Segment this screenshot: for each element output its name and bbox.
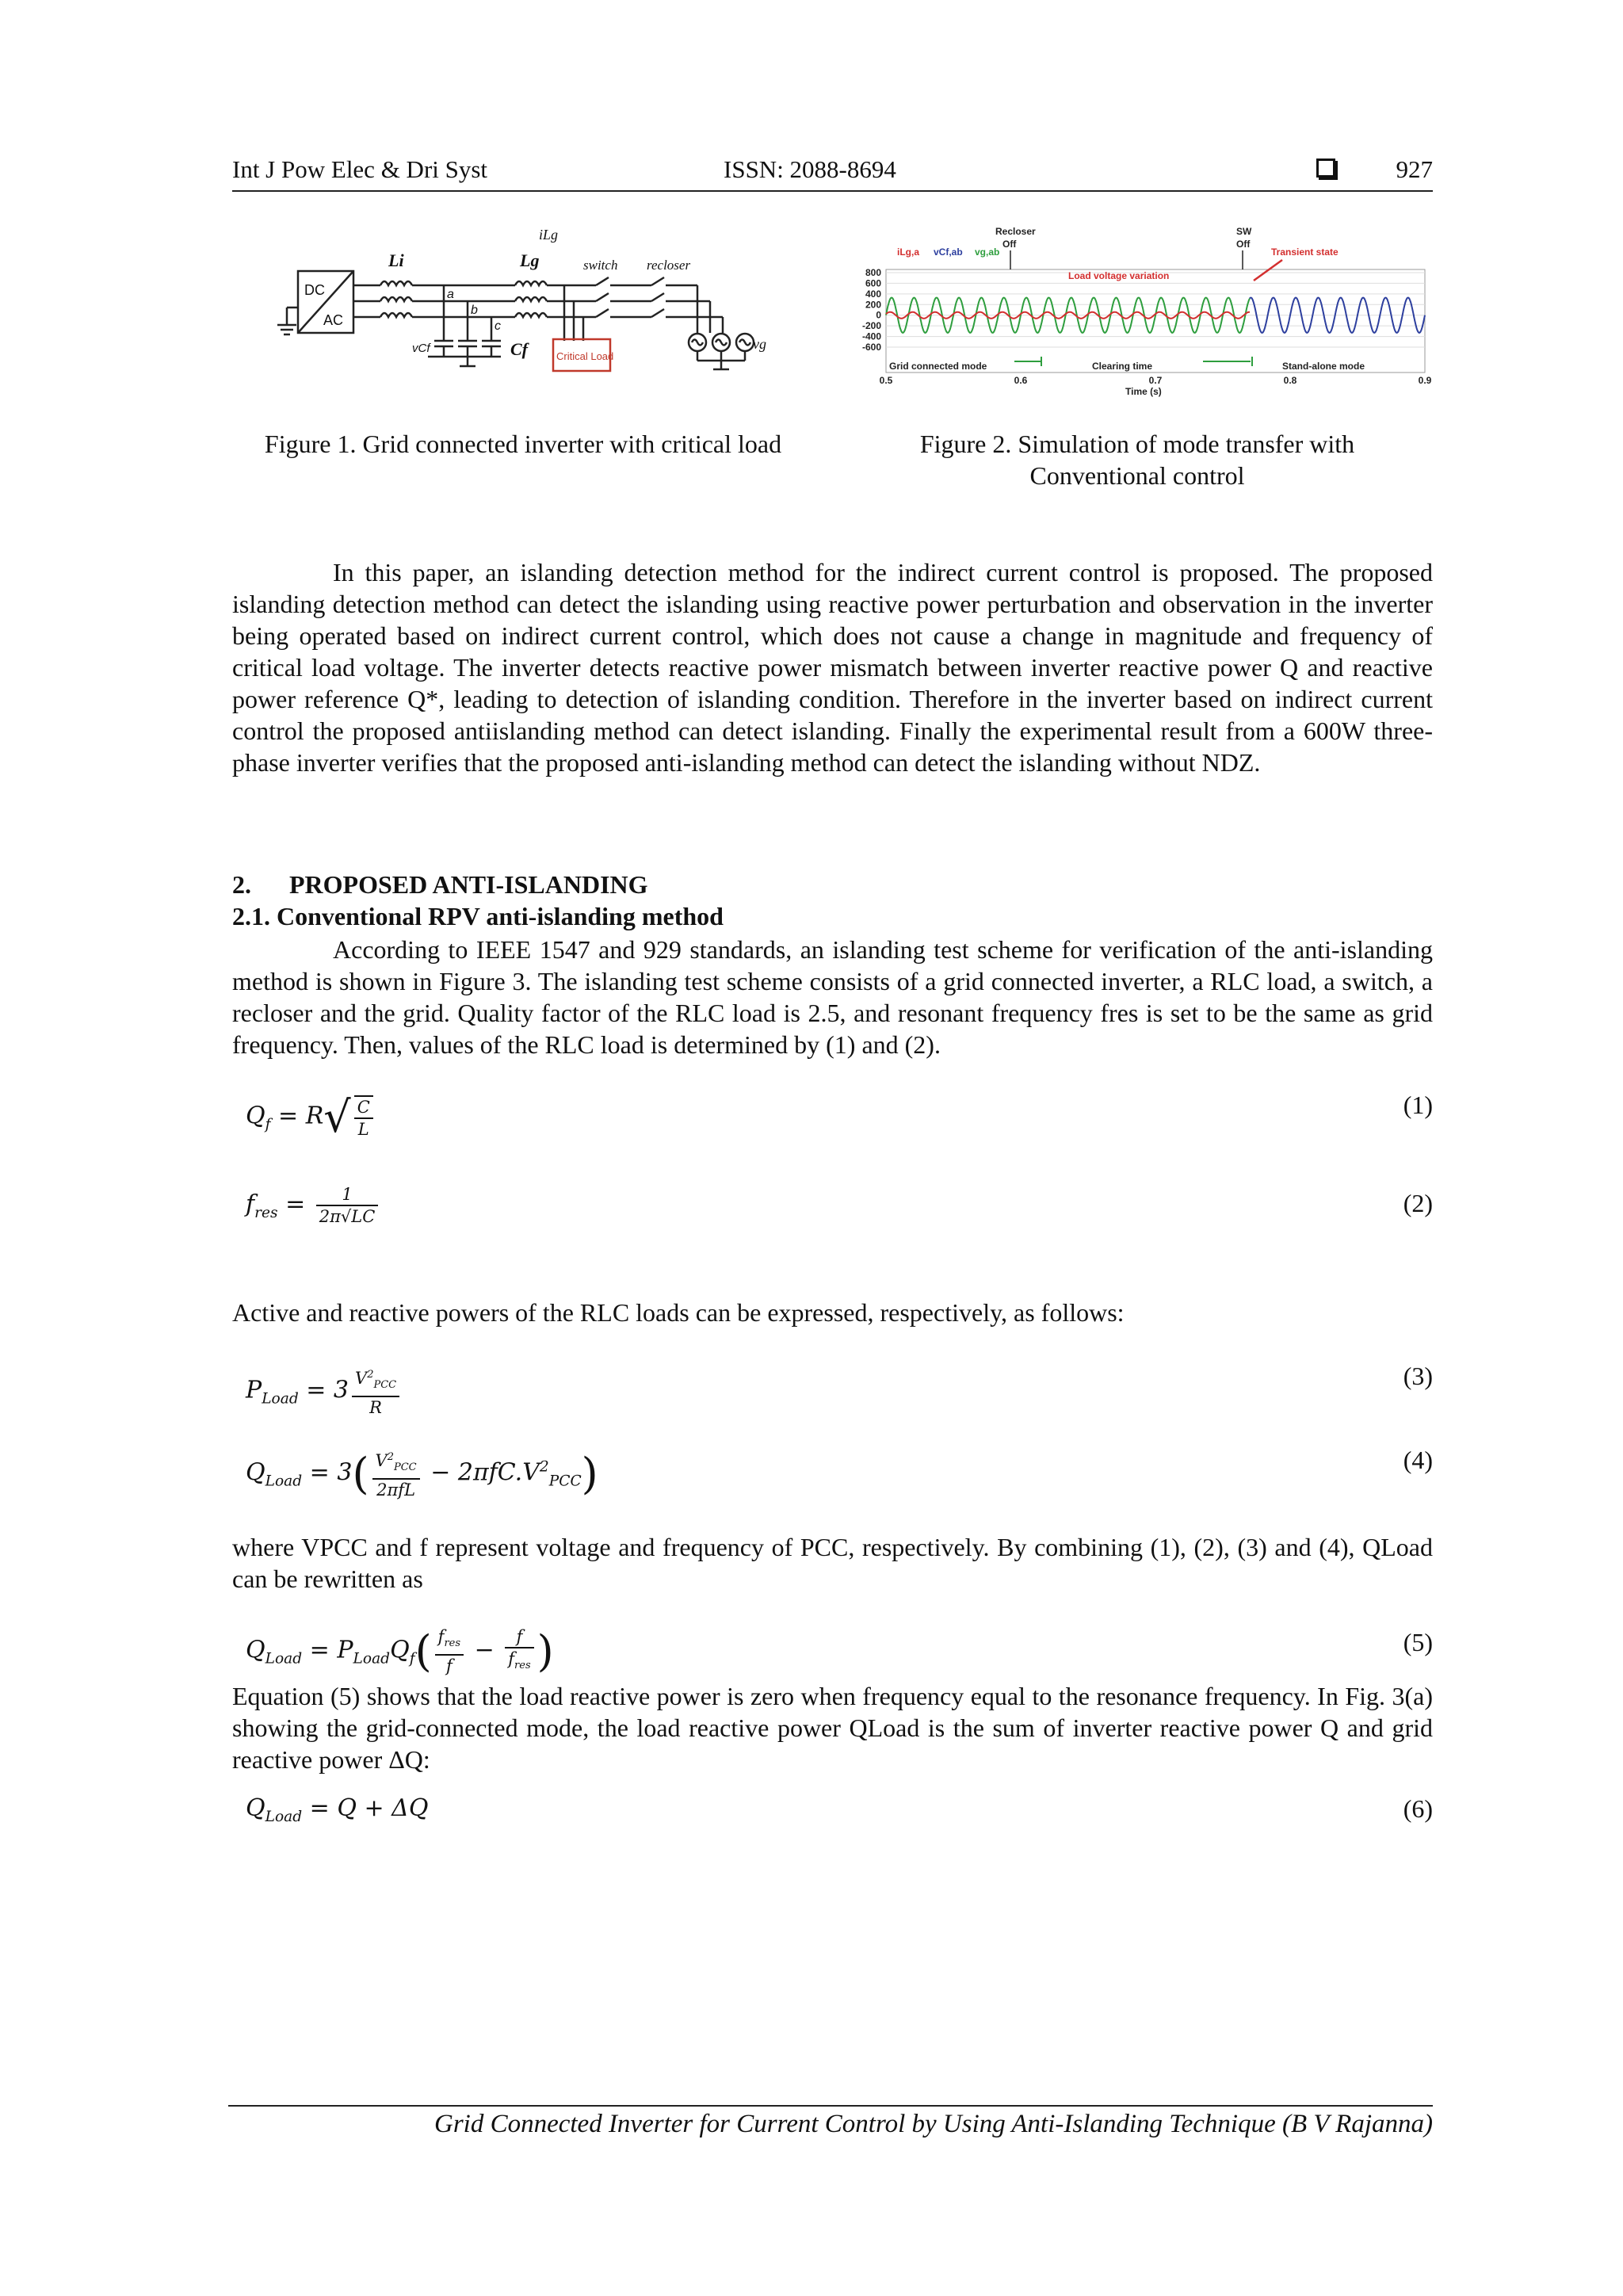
x-tick-label: 0.7 (1148, 375, 1163, 386)
square-icon (1316, 159, 1335, 178)
equation-1: $Q_f = R√$ $\frac{C}{L}$ (246, 1092, 376, 1142)
legend-vg: vg,ab (975, 246, 1000, 258)
legend-vcf: vCf,ab (934, 246, 963, 258)
sw-off-annotation: Off (1236, 239, 1251, 250)
y-tick-label: -200 (861, 320, 881, 332)
recloser-annotation: Recloser (995, 226, 1036, 237)
equation-6: $Q_{Load} = Q + \Delta Q$ (246, 1794, 429, 1825)
subsection-heading: 2.1. Conventional RPV anti-islanding method (232, 902, 724, 930)
y-tick-label: 800 (865, 267, 881, 278)
x-tick-label: 0.9 (1418, 375, 1432, 386)
equation-2-number: (2) (1403, 1189, 1433, 1217)
journal-name: Int J Pow Elec & Dri Syst (232, 155, 488, 183)
equation-3: $P_{Load} = 3$ $\frac{V^2_{PCC}}{R}$ (246, 1365, 403, 1418)
equation-3-number: (3) (1403, 1362, 1433, 1390)
section-heading-text: 2. PROPOSED ANTI-ISLANDING (232, 870, 648, 899)
sw-annotation: SW (1236, 226, 1252, 237)
x-axis-label: Time (s) (1125, 386, 1162, 397)
node-b-label: b (471, 304, 478, 317)
page-footer: Grid Connected Inverter for Current Control by Using Anti-Islanding Technique (B V Rajanna) (433, 2110, 1433, 2138)
x-tick-label: 0.8 (1283, 375, 1297, 386)
cf-label: Cf (510, 339, 528, 359)
li-label: Li (388, 250, 404, 270)
equation-1-number: (1) (1403, 1091, 1433, 1119)
y-tick-label: 0 (876, 309, 881, 321)
recloser-off-annotation: Off (1002, 239, 1017, 250)
variation-annotation: Load voltage variation (1068, 270, 1170, 281)
transient-annotation: Transient state (1271, 246, 1338, 258)
switch-label: switch (583, 258, 618, 273)
footer-divider (228, 2105, 1433, 2107)
lg-label: Lg (520, 250, 540, 270)
figure-1-caption: Figure 1. Grid connected inverter with critical load (264, 430, 782, 458)
equation-4: $Q_{Load} = 3$( $\frac{V^2_{PCC}}{\text{2πfL}}$ − $2\pi fC.V^2_{PCC}$) (246, 1447, 598, 1500)
page-number: 927 (1396, 155, 1433, 183)
clearing-annotation: Clearing time (1092, 361, 1153, 372)
section-heading (232, 870, 648, 900)
page-header (232, 155, 1433, 192)
section-paragraph-1: According to IEEE 1547 and 929 standards, an islanding test scheme for verification of the anti-islanding method is shown in Figure 3. The islanding test scheme consists of a grid connected inverter, a RLC load, a switch, a recloser and the grid. Quality factor of the RLC load is 2.5, and resonant frequency fres is set to be the same as grid frequency. Then, values of the RLC load is determined by (1) and (2). (232, 935, 1433, 1059)
node-c-label: c (495, 319, 501, 333)
equation-6-number: (6) (1403, 1794, 1433, 1823)
figure-2-caption-line-2: Conventional control (1029, 461, 1245, 490)
section-paragraph-2: Active and reactive powers of the RLC loads can be expressed, respectively, as follows: (232, 1298, 1125, 1327)
grid-mode-annotation: Grid connected mode (889, 361, 987, 372)
equation-2: $f_{res}$ = $\frac{1}{2\pi√LC}$ (246, 1184, 381, 1227)
standalone-annotation: Stand-alone mode (1282, 361, 1365, 372)
issn: ISSN: 2088-8694 (724, 155, 896, 183)
figure-2-caption (872, 428, 1403, 491)
equation-5-number: (5) (1403, 1628, 1433, 1656)
y-tick-label: 600 (865, 277, 881, 289)
figure-1-circuit (269, 222, 777, 384)
y-tick-label: 400 (865, 288, 881, 300)
section-paragraph-4: Equation (5) shows that the load reactive power is zero when frequency equal to the resonance frequency. In Fig. 3(a) showing the grid-connected mode, the load reactive power QLoad is the sum of inverter reactive power Q and grid reactive power ΔQ: (232, 1682, 1433, 1774)
legend-current: iLg,a (897, 246, 920, 258)
y-tick-label: -400 (861, 330, 881, 342)
vg-label: vg (753, 336, 766, 352)
node-a-label: a (447, 288, 454, 301)
y-tick-label: -600 (861, 342, 881, 353)
equation-4-number: (4) (1403, 1446, 1433, 1474)
vcf-label: vCf (412, 342, 430, 355)
section-paragraph-3: where VPCC and f represent voltage and frequency of PCC, respectively. By combining (1), (2), (3) and (4), QLoad can be rewritten as (232, 1533, 1433, 1593)
y-tick-label: 200 (865, 299, 881, 311)
critical-load-label: Critical Load (556, 350, 614, 362)
recloser-label: recloser (647, 258, 691, 273)
figure-2-caption-line-1: Figure 2. Simulation of mode transfer with (919, 430, 1355, 458)
dc-label: DC (304, 282, 325, 298)
intro-paragraph: In this paper, an islanding detection method for the indirect current control is proposed. The proposed islanding detection method can detect the islanding using reactive power perturbation and observation in the inverter being operated based on indirect current control, which does not cause a change in magnitude and frequency of critical load voltage. The inverter detects reactive power mismatch between inverter reactive power Q and reactive power reference Q*, leading to detection of islanding condition. Therefore in the inverter based on indirect current control the proposed antiislanding method can detect islanding. Finally the experimental result from a 600W three-phase inverter verifies that the proposed anti-islanding method can detect the islanding without NDZ. (232, 558, 1433, 777)
ilg-label: iLg (539, 227, 559, 243)
x-tick-label: 0.5 (879, 375, 893, 386)
ac-label: AC (323, 312, 344, 328)
x-tick-label: 0.6 (1014, 375, 1028, 386)
figure-2-waveform-plot (838, 223, 1441, 406)
equation-5: $Q_{Load} = P_{Load}Q_f$( $\frac{f_{res}}{f}$ − $\frac{f}{f_{res}}$ ) (246, 1626, 554, 1677)
